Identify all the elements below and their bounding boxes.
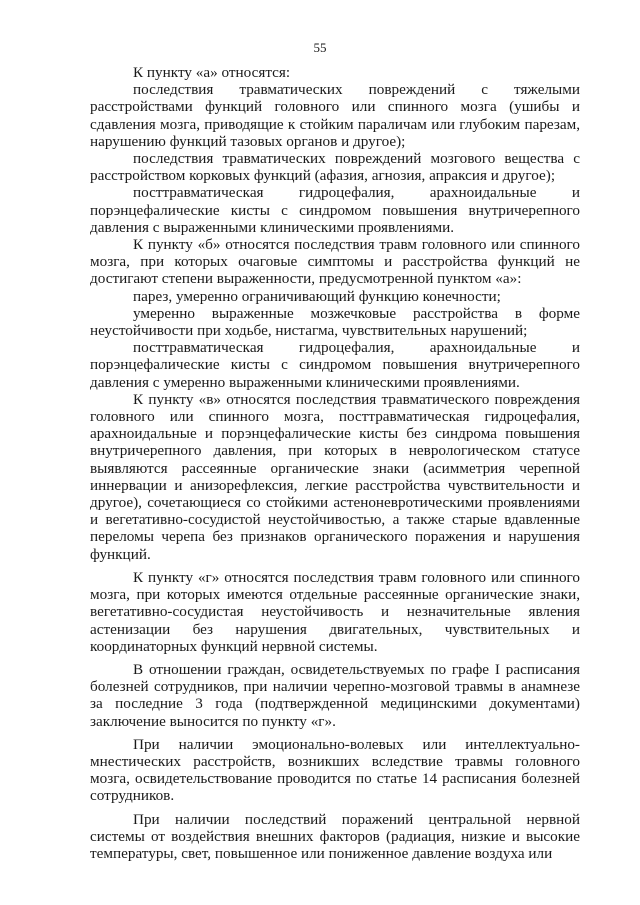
- paragraph: последствия травматических повреждений с тяжелыми расстройствами функций головного или спинного мозга (ушибы и сдавления мозга, приводящие к стойким параличам или глубоким парезам, нарушению функций тазовых органов и другое);: [90, 81, 580, 150]
- paragraph: парез, умеренно ограничивающий функцию конечности;: [133, 287, 501, 305]
- paragraph: При наличии эмоционально-волевых или интеллектуально-мнестических расстройств, возникших вследствие травмы головного мозга, освидетельствование проводится по статье 14 расписания болезней сотрудников.: [90, 735, 580, 805]
- paragraph: К пункту «а» относятся:: [133, 64, 291, 81]
- paragraph: К пункту «б» относятся последствия травм головного или спинного мозга, при которых очаговые симптомы и расстройства функций не достигают степени выраженности, предусмотренной пунктом «а»:: [90, 236, 580, 288]
- paragraph: последствия травматических повреждений мозгового вещества с расстройством корковых функций (афазия, агнозия, апраксия и другое);: [90, 150, 580, 185]
- page-number: 55: [313, 40, 327, 55]
- paragraph: посттравматическая гидроцефалия, арахноидальные и порэнцефалические кисты с синдромом повышения внутричерепного давления с умеренно выраженными клиническими проявлениями.: [90, 339, 580, 391]
- paragraph: К пункту «г» относятся последствия травм головного или спинного мозга, при которых имеются отдельные рассеянные органические знаки, вегетативно-сосудистая неустойчивость и незначительные явления астенизации без нарушения двигательных, чувствительных и координаторных функций нервной системы.: [90, 568, 580, 655]
- paragraph: В отношении граждан, освидетельствуемых по графе I расписания болезней сотрудников, при наличии черепно-мозговой травмы в анамнезе за последние 3 года (подтвержденной медицинскими документами) заключение выносится по пункту «г».: [90, 660, 580, 730]
- paragraph: К пункту «в» относятся последствия травматического повреждения головного или спинного мозга, посттравматическая гидроцефалия, арахноидальные и порэнцефалические кисты без синдрома повышения внутричерепного давления, при которых в неврологическом статусе выявляются рассеянные органические знаки (асимметрия черепной иннервации и анизорефлексия, легкие расстройства чувствительности и другое), сочетающиеся со стойкими астеноневротическими проявлениями и вегетативно-сосудистой неустойчивостью, а также старые вдавленные переломы черепа без признаков органического поражения и нарушения функций.: [90, 390, 580, 563]
- paragraph: посттравматическая гидроцефалия, арахноидальные и порэнцефалические кисты с синдромом повышения внутричерепного давления с выраженными клиническими проявлениями.: [90, 184, 580, 236]
- paragraph: умеренно выраженные мозжечковые расстройства в форме неустойчивости при ходьбе, нистагма, чувствительных нарушений;: [90, 304, 580, 340]
- paragraph: При наличии последствий поражений центральной нервной системы от воздействия внешних факторов (радиация, низкие и высокие температуры, свет, повышенное или пониженное давление воздуха или: [90, 810, 580, 862]
- body-text: [90, 64, 580, 862]
